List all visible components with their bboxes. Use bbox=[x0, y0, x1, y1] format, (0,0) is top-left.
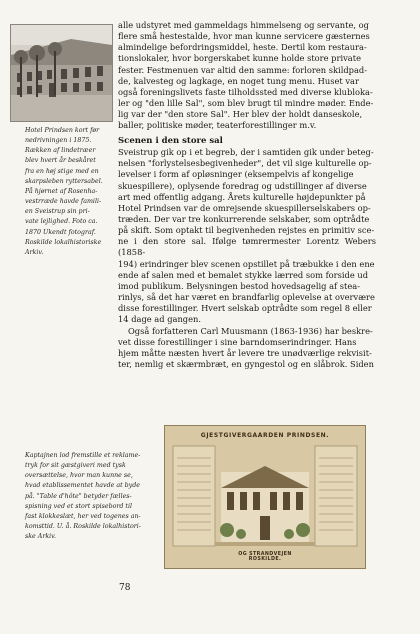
main-text-column bbox=[118, 20, 376, 370]
advert-caption: Kaptajnen lod fremstille et reklame- tryk for sit gæstgiveri med tysk oversættelse, hvor man kunne se, hvad etablissementet havde at byde på. "Table d'hôte" betyder fælles- spisning ved et stort spisebord til fast klokkeslæt, her ved togenes an- komsttid. U. å. Roskilde lokalhistori- ske Arkiv. bbox=[25, 452, 141, 541]
page-number: 78 bbox=[119, 583, 131, 593]
hotel-photo bbox=[10, 24, 113, 122]
advert-title: GJESTGIVERGAARDEN PRINDSEN. bbox=[200, 432, 330, 439]
photo-caption-top: Hotel Prindsen kort før nedrivningen i 1875. Rækken af lindetræer blev hvert år beskåret fra en høj stige med en skarpsleben ryttersabel. På hjørnet af Rosenha- vestrræde havde famili- en Sveistrup sin pri- vate lejlighed. Foto ca. 1870 Ukendt fotograf. Roskilde lokalhistoriske Arkiv. bbox=[25, 127, 103, 256]
section-heading: Scenen i den store sal bbox=[118, 135, 223, 146]
hotel-photo-image bbox=[11, 25, 112, 121]
paragraph-stage: Sveistrup gik op i et begreb, der i samtiden gik under beteg- nelsen "forlystelsesbegivenheder", det vil sige kulturelle op- levelser i form af opløsninger (eksempelvis af kongelige skuespillere), oplysende foredrag og udstillinger af diverse art med offentlig adgang. Årets kulturelle højdepunkter på Hotel Prindsen var de omrejsende skuespillerselskabers op- træden. Der var tre konkurrerende selskaber, som optrådte på skift. Som optakt til begivenheden rejstes en primitiv sce- ne i den store sal. Ifølge tømrermester Lorentz Webers (1858- 194) erindringer blev scenen opstillet på træbukke i den ene ende af salen med et bemalet stykke lærred som forside ud imod publikum. Belysningen bestod hovedsagelig af stea- rinlys, så det har været en brandfarlig oplevelse at overvære disse forestillinger. Hvert selskab optrådte som regel 8 eller 14 dage ad gangen. bbox=[118, 147, 376, 325]
advert-illustration bbox=[165, 426, 365, 568]
paragraph-muusmann: Også forfatteren Carl Muusmann (1863-1936) har beskre- vet disse forestillinger i sine barndomserindringer. Hans hjem måtte næsten hvert år levere tre unødværlige rekvisit- ter, nemlig et skærmbræt, en gyngestol og en slåbrok. Siden bbox=[118, 325, 374, 370]
advert-footer: OG STRANDVEJEN ROSKILDE. bbox=[238, 552, 292, 562]
paragraph-intro: alle udstyret med gammeldags himmelseng og servante, og flere små hestestalde, hvor man kunne servicere gæsternes almindelige befordringsmiddel, heste. Dertil kom restaura- tionslokaler, hvor borgerskabet kunne holde store private fester. Festmenuen var altid den samme: forloren skildpad- de, kalvesteg og lagkage, en noget tung menu. Huset var også foreningslivets faste tilholdssted med diverse klubloka- ler og "den lille Sal", som blev brugt til mindre møder. Ende- lig var der "den store Sal". Her blev der holdt danseskole, baller, politiske møder, teaterforestillinger m.v. bbox=[118, 20, 374, 131]
advertisement-print bbox=[164, 425, 366, 569]
